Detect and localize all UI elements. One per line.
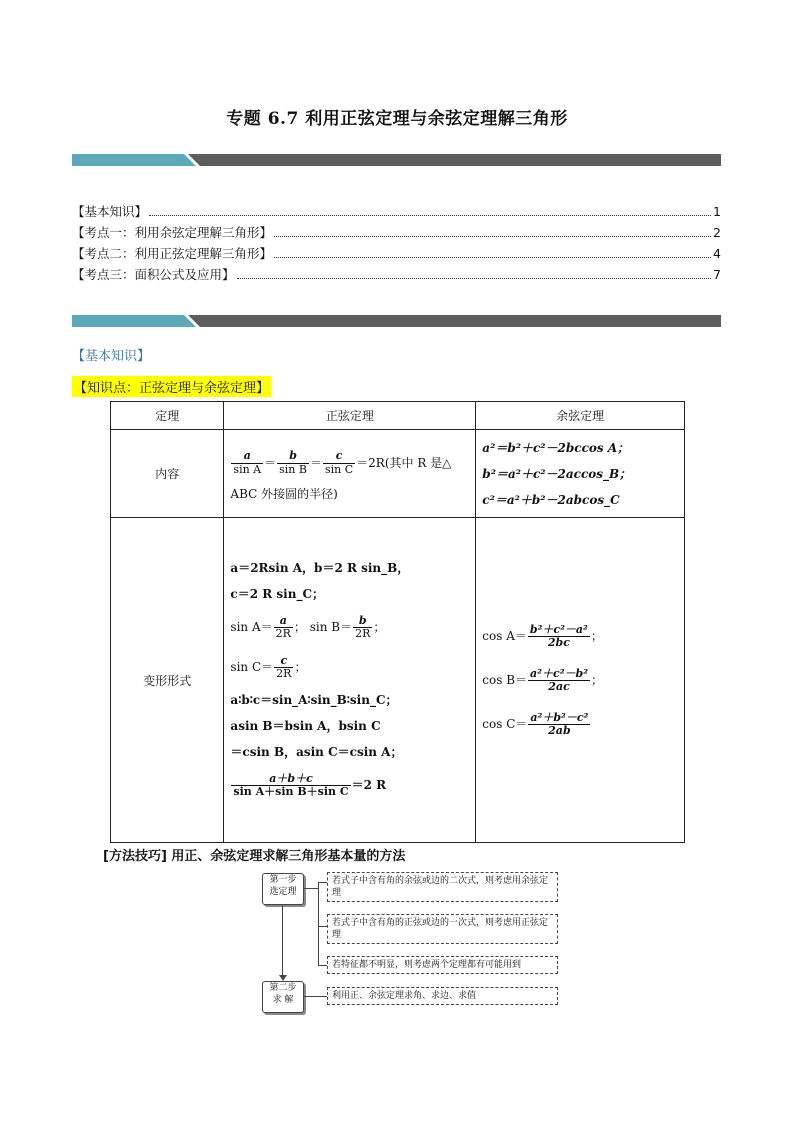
row-label-content: 内容 [111, 430, 224, 518]
divider-banner-top [72, 154, 721, 166]
fraction: $\frac{a+b+c}{\text{sin A＋sin B＋sin C}}$ [233, 771, 349, 798]
flow-step-1: 第一步 选定理 [262, 873, 304, 905]
fraction: $\frac{c}{2R}$ [276, 653, 292, 680]
cosine-law-content: a²＝b²＋c²－2bccos A； b²＝a²＋c²－2accos_B； c²＝a²＋b²－2abcos_C [476, 430, 685, 518]
header-cosine: 余弦定理 [476, 402, 685, 430]
fraction: $\frac{b}{\text{sin B}}$ [279, 449, 307, 476]
fraction: $\frac{\text{a²＋c²－b²}}{2ac}$ [530, 666, 589, 693]
flow-arrow-down [282, 905, 283, 977]
header-theorem: 定理 [111, 402, 224, 430]
sine-law-variants: a＝2Rsin A，b＝2 R sin_B， c＝2 R sin_C； sin A＝ $\frac{a}{2R}$ ； sin B＝ $\frac{b}{2R}$ ； sin C＝ $\frac{c}{2R}$ ； a∶b∶c＝sin_A∶sin_B∶sin_C； asin B＝bsin A，bsin C ＝csin B，asin C＝csin A； $\frac{a+b+c}{\text{sin A＋sin B＋sin C}}$ ＝2 R [224, 518, 476, 843]
flow-condition-cosine: 若式子中含有角的余弦或边的二次式，则考虑用余弦定理 [327, 872, 558, 902]
table-header-row [111, 402, 685, 430]
divider-banner-bottom [72, 315, 721, 327]
fraction: $\frac{\text{b²＋c²－a²}}{2bc}$ [529, 622, 588, 649]
table-row-variants [111, 518, 685, 843]
flow-condition-sine: 若式子中含有角的正弦或边的一次式，则考虑用正弦定理 [327, 914, 558, 944]
flow-step-2: 第二步 求 解 [262, 981, 304, 1013]
page-title: 专题 6.7 利用正弦定理与余弦定理解三角形 [226, 109, 568, 129]
fraction: $\frac{c}{\text{sin C}}$ [324, 449, 354, 476]
row-label-variants: 变形形式 [111, 518, 224, 843]
toc-item[interactable]: 【基本知识】 1 [72, 204, 721, 219]
toc-item[interactable]: 【考点二：利用正弦定理解三角形】 4 [72, 246, 721, 261]
knowledge-point-label: 【知识点：正弦定理与余弦定理】 [72, 376, 271, 397]
section-heading: 【基本知识】 [72, 349, 151, 364]
toc-item[interactable]: 【考点三：面积公式及应用】 7 [72, 267, 721, 282]
fraction: $\frac{\text{a²＋b²－c²}}{2ab}$ [530, 710, 589, 737]
fraction: $\frac{a}{2R}$ [275, 613, 291, 640]
fraction: $\frac{a}{\text{sin A}}$ [233, 449, 262, 476]
arrow-head-icon [279, 975, 287, 981]
header-sine: 正弦定理 [224, 402, 476, 430]
flow-condition-both: 若特征都不明显，则考虑两个定理都有可能用到 [327, 956, 558, 974]
table-row-content [111, 430, 685, 518]
theorem-table [110, 401, 685, 843]
flow-solve-note: 利用正、余弦定理求角、求边、求值 [327, 987, 558, 1005]
table-of-contents [72, 202, 721, 286]
fraction: $\frac{b}{2R}$ [355, 613, 371, 640]
method-title: [方法技巧] 用正、余弦定理求解三角形基本量的方法 [103, 849, 406, 864]
sine-law-content: $\frac{a}{\text{sin A}}$ ＝ $\frac{b}{\text{sin B}}$ ＝ $\frac{c}{\text{sin C}}$ ＝2R(其中 R 是△ ABC 外接圆的半径) [224, 430, 476, 518]
toc-item[interactable]: 【考点一：利用余弦定理解三角形】 2 [72, 225, 721, 240]
cosine-law-variants: cos A＝ $\frac{\text{b²＋c²－a²}}{2bc}$ ； cos B＝ $\frac{\text{a²＋c²－b²}}{2ac}$ ； cos C＝ $\frac{\text{a²＋b²－c²}}{2ab}$ [476, 518, 685, 843]
